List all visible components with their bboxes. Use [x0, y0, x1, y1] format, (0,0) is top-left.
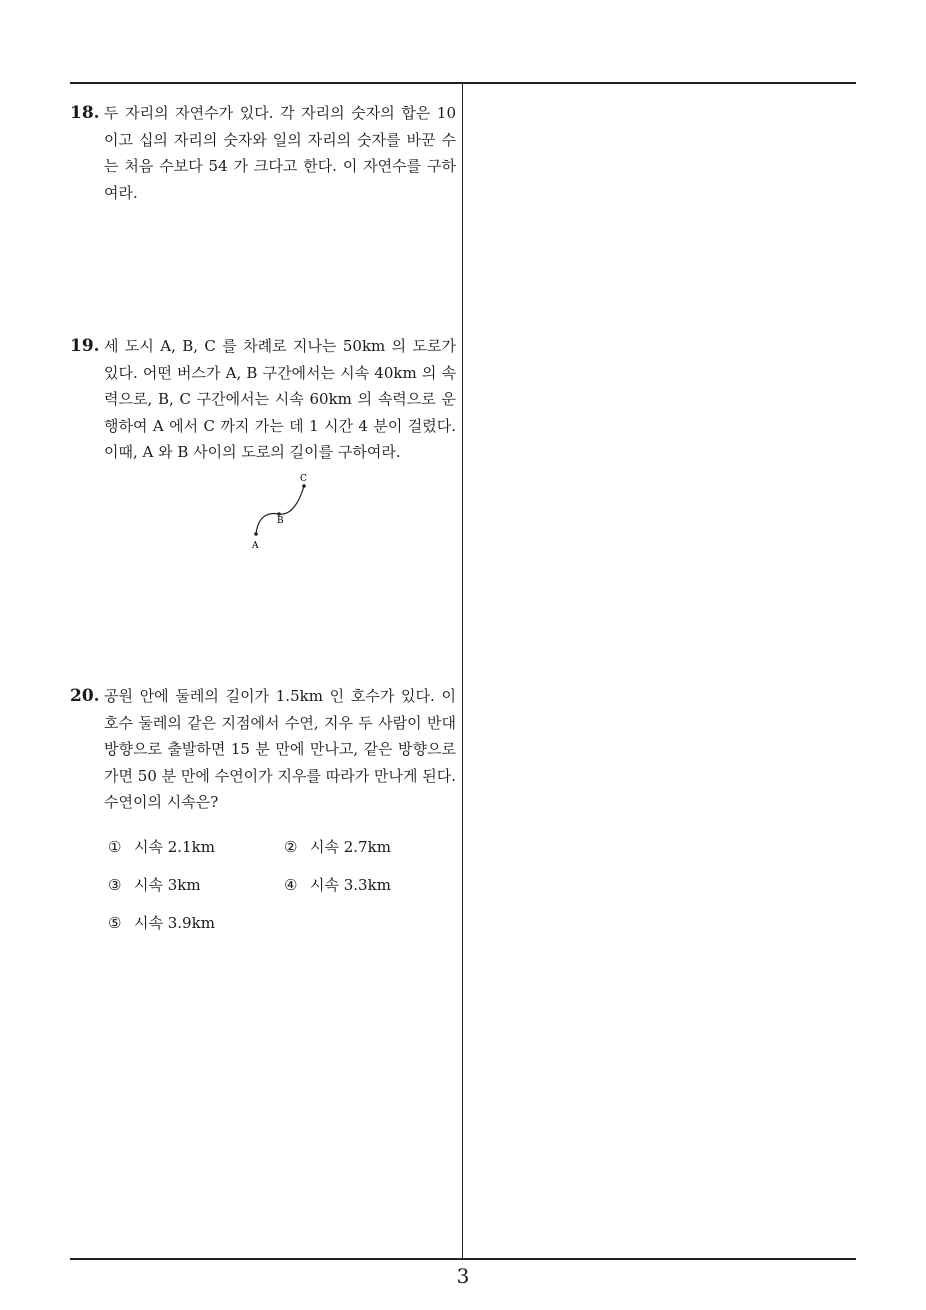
choice-text: 시속 2.1km	[134, 838, 215, 856]
label-c: C	[300, 474, 307, 484]
problem-20	[70, 683, 456, 816]
choice-3[interactable]	[108, 874, 201, 895]
choice-mark: ⑤	[108, 914, 122, 932]
road-curve	[256, 486, 304, 534]
problem-text: 세 도시 A, B, C 를 차례로 지나는 50km 의 도로가 있다. 어떤 버스가 A, B 구간에서는 시속 40km 의 속력으로, B, C 구간에서는 시속 60km 의 속력으로 운행하여 A 에서 C 까지 가는 데 1 시간 4 분이 걸렸다. 이때, A 와 B 사이의 도로의 길이를 구하여라.	[104, 337, 456, 461]
page-number: 3	[456, 1264, 470, 1288]
choice-mark: ④	[284, 876, 298, 894]
choice-2[interactable]	[284, 836, 391, 857]
choice-mark: ②	[284, 838, 298, 856]
problem-19	[70, 333, 456, 466]
problem-text: 공원 안에 둘레의 길이가 1.5km 인 호수가 있다. 이 호수 둘레의 같은 지점에서 수연, 지우 두 사람이 반대 방향으로 출발하면 15 분 만에 만나고, 같은 방향으로 가면 50 분 만에 수연이가 지우를 따라가 만나게 된다. 수연이의 시속은?	[104, 687, 456, 811]
column-divider	[462, 82, 463, 1259]
problem-number: 20.	[70, 686, 100, 706]
choice-text: 시속 3.3km	[310, 876, 391, 894]
road-diagram	[240, 470, 320, 555]
bottom-rule	[70, 1258, 856, 1260]
choice-text: 시속 3km	[134, 876, 201, 894]
choice-5[interactable]	[108, 912, 215, 933]
problem-18	[70, 100, 456, 206]
top-rule	[70, 82, 856, 84]
choice-mark: ③	[108, 876, 122, 894]
choice-mark: ①	[108, 838, 122, 856]
choice-1[interactable]	[108, 836, 215, 857]
choice-text: 시속 2.7km	[310, 838, 391, 856]
problem-text: 두 자리의 자연수가 있다. 각 자리의 숫자의 합은 10 이고 십의 자리의 숫자와 일의 자리의 숫자를 바꾼 수는 처음 수보다 54 가 크다고 한다. 이 자연수를 구하여라.	[104, 104, 456, 202]
label-b: B	[277, 516, 284, 526]
label-a: A	[252, 541, 259, 551]
choice-4[interactable]	[284, 874, 391, 895]
point-c	[302, 484, 306, 488]
problem-number: 18.	[70, 103, 100, 123]
problem-number: 19.	[70, 336, 100, 356]
point-a	[254, 532, 258, 536]
choice-text: 시속 3.9km	[134, 914, 215, 932]
